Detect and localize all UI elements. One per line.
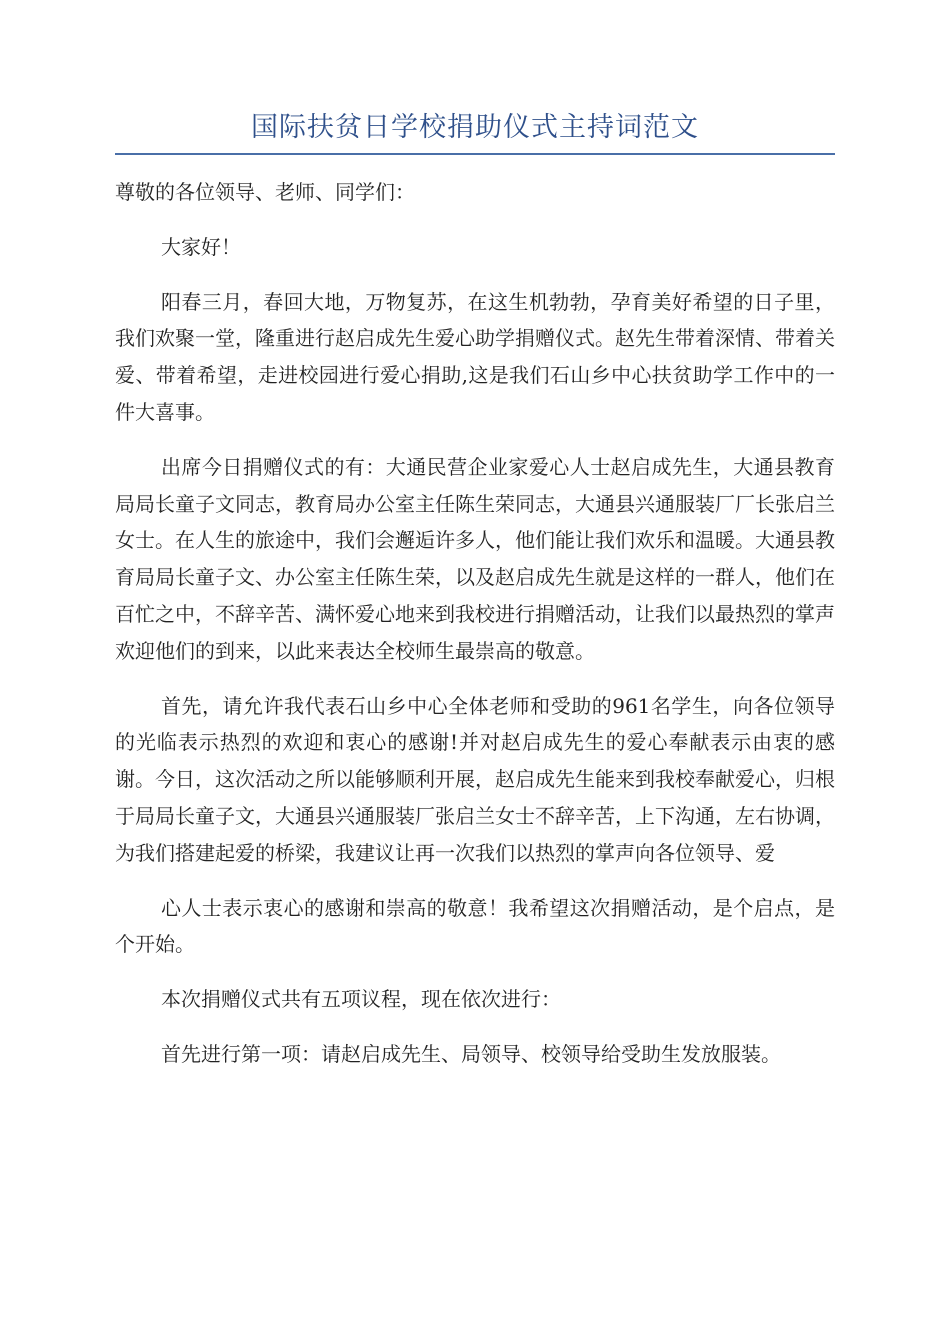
thanks-paragraph: 首先，请允许我代表石山乡中心全体老师和受助的961名学生，向各位领导的光临表示热烈的欢迎和衷心的感谢!并对赵启成先生的爱心奉献表示由衷的感谢。今日，这次活动之所以能够顺利开展，赵启成先生能来到我校奉献爱心，归根于局局长童子文，大通县兴通服装厂张启兰女士不辞辛苦，上下沟通，左右协调，为我们搭建起爱的桥梁，我建议让再一次我们以热烈的掌声向各位领导、爱	[115, 693, 835, 865]
agenda-intro-paragraph: 本次捐赠仪式共有五项议程，现在依次进行：	[161, 987, 561, 1012]
title-underline	[115, 153, 835, 155]
document-title: 国际扶贫日学校捐助仪式主持词范文	[251, 112, 699, 143]
greeting-paragraph: 大家好！	[161, 234, 241, 259]
document-body	[115, 174, 835, 1091]
agenda-item-one-paragraph: 首先进行第一项：请赵启成先生、局领导、校领导给受助生发放服装。	[161, 1041, 781, 1066]
continuation-paragraph: 心人士表示衷心的感谢和崇高的敬意！我希望这次捐赠活动，是个启点，是个开始。	[115, 895, 835, 957]
salutation-paragraph: 尊敬的各位领导、老师、同学们：	[115, 180, 415, 204]
attendees-paragraph: 出席今日捐赠仪式的有：大通民营企业家爱心人士赵启成先生，大通县教育局局长童子文同志，教育局办公室主任陈生荣同志，大通县兴通服装厂厂长张启兰女士。在人生的旅途中，我们会邂逅许多人，他们能让我们欢乐和温暖。大通县教育局局长童子文、办公室主任陈生荣，以及赵启成先生就是这样的一群人，他们在百忙之中，不辞辛苦、满怀爱心地来到我校进行捐赠活动，让我们以最热烈的掌声欢迎他们的到来，以此来表达全校师生最崇高的敬意。	[115, 454, 835, 663]
opening-paragraph: 阳春三月，春回大地，万物复苏，在这生机勃勃，孕育美好希望的日子里，我们欢聚一堂，隆重进行赵启成先生爱心助学捐赠仪式。赵先生带着深情、带着关爱、带着希望，走进校园进行爱心捐助,这是我们石山乡中心扶贫助学工作中的一件大喜事。	[115, 289, 835, 424]
